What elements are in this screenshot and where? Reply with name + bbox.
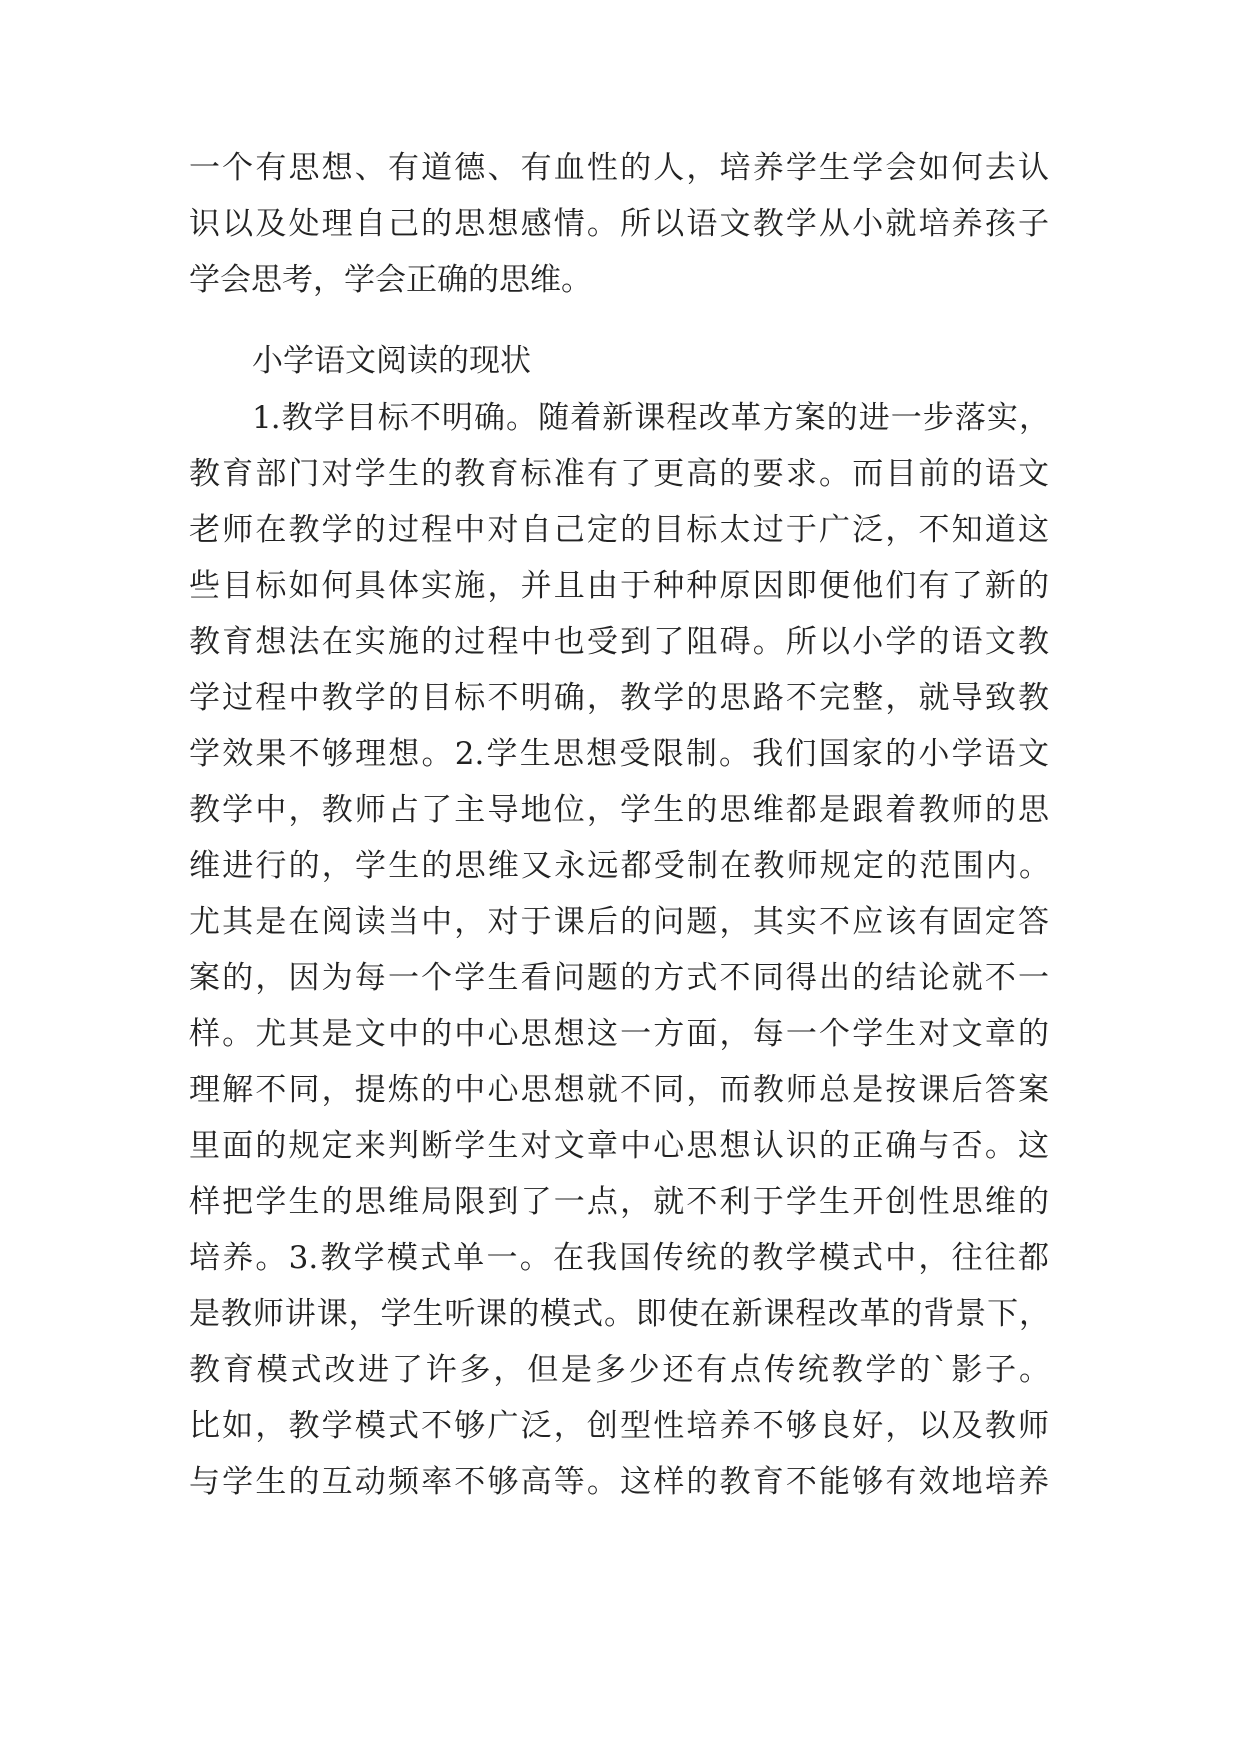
text-line: 学过程中教学的目标不明确，教学的思路不完整，就导致教 xyxy=(189,680,1049,716)
text-line: 理解不同，提炼的中心思想就不同，而教师总是按课后答案 xyxy=(189,1072,1049,1108)
text-line: 教育模式改进了许多，但是多少还有点传统教学的`影子。 xyxy=(189,1352,1049,1388)
text-line: 尤其是在阅读当中，对于课后的问题，其实不应该有固定答 xyxy=(189,904,1049,940)
text-line: 学效果不够理想。2.学生思想受限制。我们国家的小学语文 xyxy=(189,736,1049,772)
text-line: 学会思考，学会正确的思维。 xyxy=(189,262,592,298)
intro-paragraph xyxy=(189,140,1049,308)
text-line: 教学中，教师占了主导地位，学生的思维都是跟着教师的思 xyxy=(189,792,1049,828)
text-line: 案的，因为每一个学生看问题的方式不同得出的结论就不一 xyxy=(189,960,1049,996)
text-line: 识以及处理自己的思想感情。所以语文教学从小就培养孩子 xyxy=(189,206,1049,242)
text-line: 老师在教学的过程中对自己定的目标太过于广泛，不知道这 xyxy=(189,512,1049,548)
section-heading xyxy=(189,333,1049,389)
section-heading-text: 小学语文阅读的现状 xyxy=(252,343,531,379)
text-line: 比如，教学模式不够广泛，创型性培养不够良好，以及教师 xyxy=(189,1408,1049,1444)
text-line: 里面的规定来判断学生对文章中心思想认识的正确与否。这 xyxy=(189,1128,1049,1164)
text-line: 教育想法在实施的过程中也受到了阻碍。所以小学的语文教 xyxy=(189,624,1049,660)
text-line: 培养。3.教学模式单一。在我国传统的教学模式中，往往都 xyxy=(189,1240,1049,1276)
text-line: 些目标如何具体实施，并且由于种种原因即便他们有了新的 xyxy=(189,568,1049,604)
text-line: 样把学生的思维局限到了一点，就不利于学生开创性思维的 xyxy=(189,1184,1049,1220)
text-line: 与学生的互动频率不够高等。这样的教育不能够有效地培养 xyxy=(189,1464,1049,1500)
text-line: 维进行的，学生的思维又永远都受制在教师规定的范围内。 xyxy=(189,848,1049,884)
text-line: 样。尤其是文中的中心思想这一方面，每一个学生对文章的 xyxy=(189,1016,1049,1052)
text-line: 是教师讲课，学生听课的模式。即使在新课程改革的背景下， xyxy=(189,1296,1049,1332)
main-paragraph xyxy=(189,390,1049,1510)
text-line: 1.教学目标不明确。随着新课程改革方案的进一步落实， xyxy=(252,400,1049,436)
text-line: 一个有思想、有道德、有血性的人，培养学生学会如何去认 xyxy=(189,150,1049,186)
text-line: 教育部门对学生的教育标准有了更高的要求。而目前的语文 xyxy=(189,456,1049,492)
